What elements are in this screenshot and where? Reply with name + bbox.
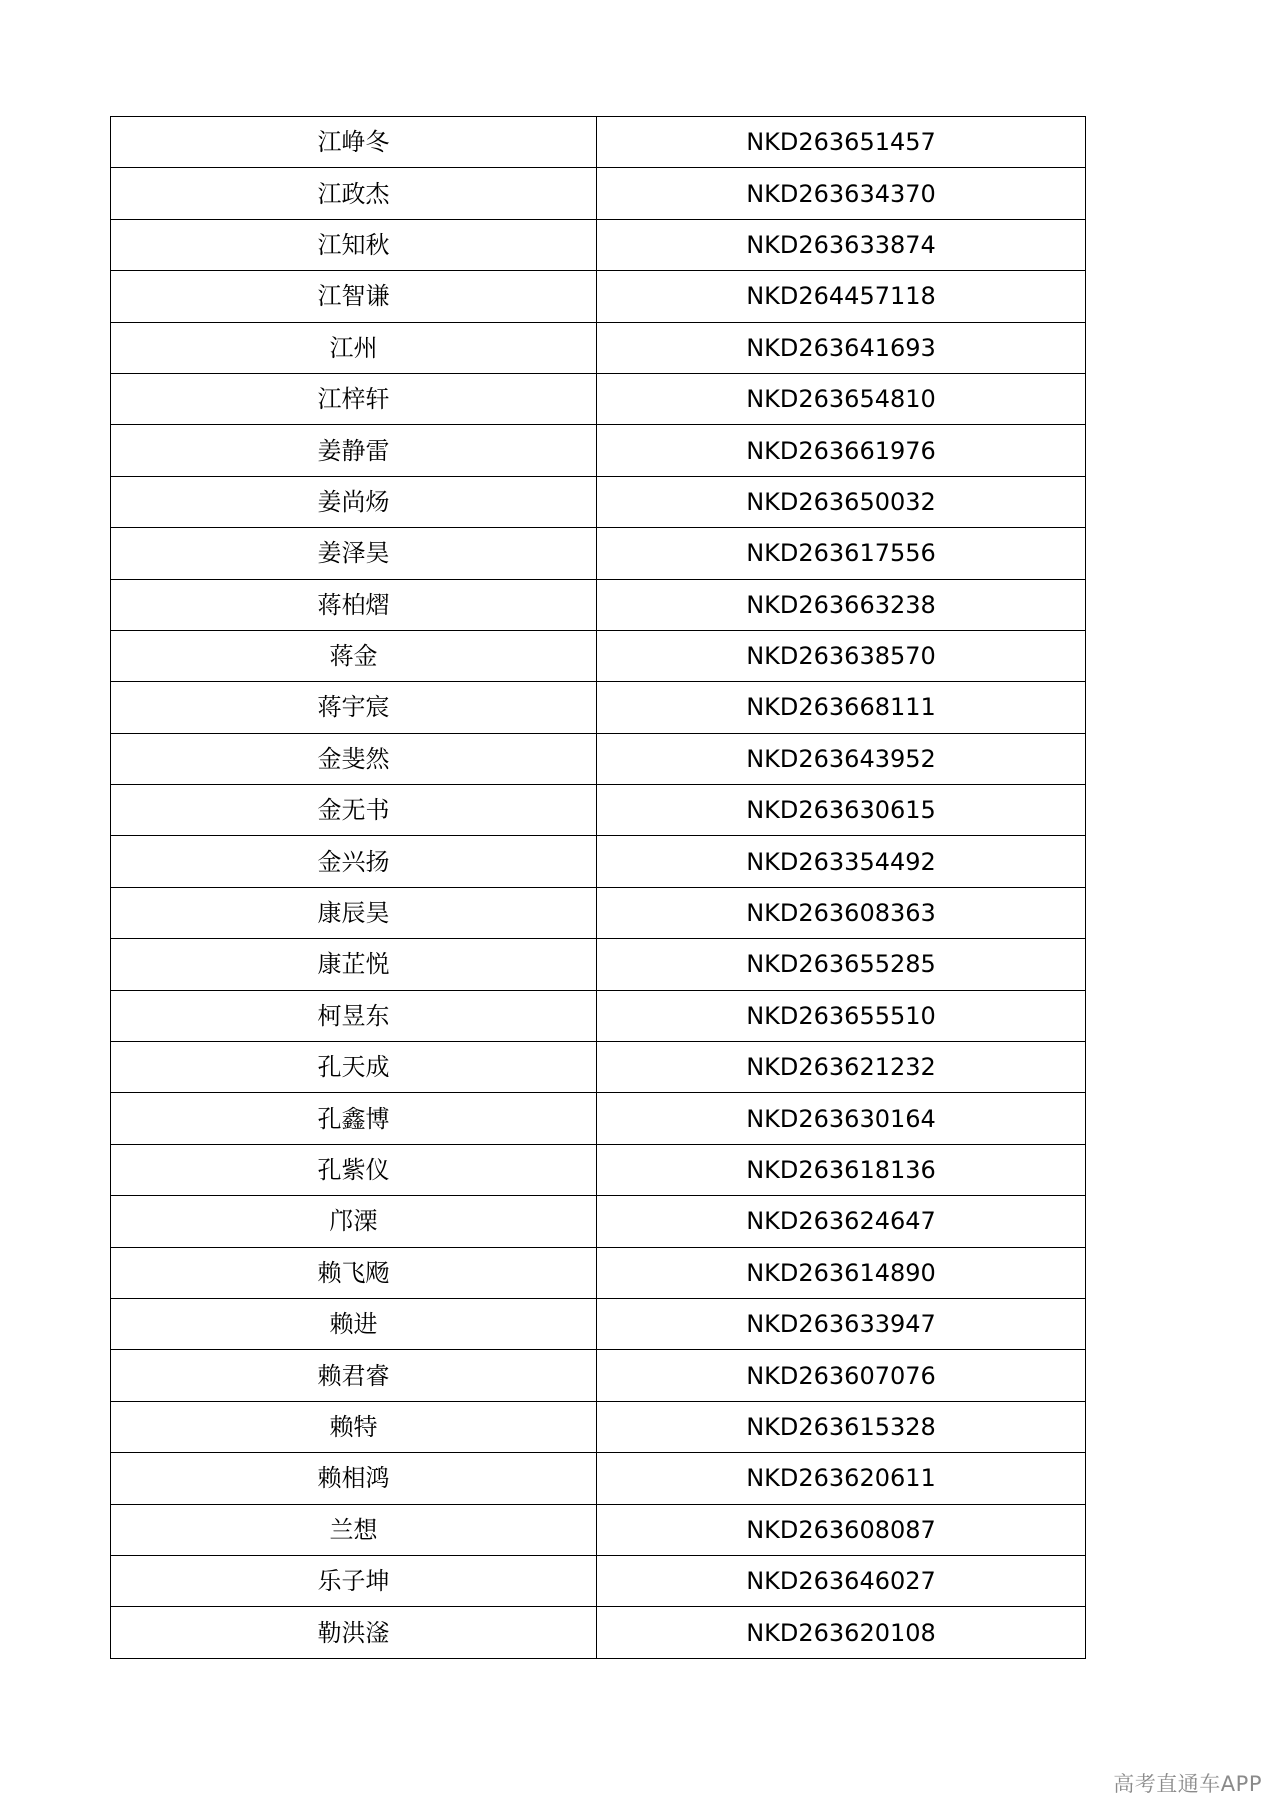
table-row bbox=[111, 168, 1086, 219]
registration-number-cell: NKD263630615 bbox=[597, 785, 1086, 836]
student-name-cell: 孔鑫博 bbox=[111, 1093, 597, 1144]
student-name-cell: 姜泽昊 bbox=[111, 528, 597, 579]
student-name-cell: 孔紫仪 bbox=[111, 1144, 597, 1195]
registration-number-cell: NKD263668111 bbox=[597, 682, 1086, 733]
table-row bbox=[111, 528, 1086, 579]
student-name-cell: 康辰昊 bbox=[111, 887, 597, 938]
registration-number-cell: NKD263633874 bbox=[597, 219, 1086, 270]
registration-number-cell: NKD263655510 bbox=[597, 990, 1086, 1041]
registration-number-cell: NKD263643952 bbox=[597, 733, 1086, 784]
student-name-cell: 江政杰 bbox=[111, 168, 597, 219]
table-row bbox=[111, 1298, 1086, 1349]
student-name-cell: 勒洪滏 bbox=[111, 1607, 597, 1658]
table-row bbox=[111, 1042, 1086, 1093]
registration-number-cell: NKD263655285 bbox=[597, 939, 1086, 990]
student-name-cell: 江梓轩 bbox=[111, 373, 597, 424]
table-row bbox=[111, 425, 1086, 476]
table-row bbox=[111, 1196, 1086, 1247]
student-name-cell: 赖君睿 bbox=[111, 1350, 597, 1401]
registration-number-cell: NKD263617556 bbox=[597, 528, 1086, 579]
registration-number-cell: NKD263621232 bbox=[597, 1042, 1086, 1093]
student-name-cell: 江知秋 bbox=[111, 219, 597, 270]
table-row bbox=[111, 476, 1086, 527]
table-row bbox=[111, 1453, 1086, 1504]
table-row bbox=[111, 939, 1086, 990]
table-row bbox=[111, 836, 1086, 887]
table-row bbox=[111, 1401, 1086, 1452]
table-row bbox=[111, 630, 1086, 681]
roster-table bbox=[110, 116, 1086, 1659]
table-row bbox=[111, 733, 1086, 784]
table-row bbox=[111, 990, 1086, 1041]
student-name-cell: 兰想 bbox=[111, 1504, 597, 1555]
watermark-text: 高考直通车APP bbox=[1113, 1772, 1262, 1796]
registration-number-cell: NKD263650032 bbox=[597, 476, 1086, 527]
student-name-cell: 金兴扬 bbox=[111, 836, 597, 887]
student-name-cell: 江峥冬 bbox=[111, 117, 597, 168]
student-name-cell: 江州 bbox=[111, 322, 597, 373]
student-name-cell: 赖相鸿 bbox=[111, 1453, 597, 1504]
student-name-cell: 江智谦 bbox=[111, 271, 597, 322]
student-name-cell: 金无书 bbox=[111, 785, 597, 836]
registration-number-cell: NKD263614890 bbox=[597, 1247, 1086, 1298]
registration-number-cell: NKD263633947 bbox=[597, 1298, 1086, 1349]
registration-number-cell: NKD263634370 bbox=[597, 168, 1086, 219]
student-name-cell: 蒋柏熠 bbox=[111, 579, 597, 630]
table-row bbox=[111, 373, 1086, 424]
registration-number-cell: NKD263620108 bbox=[597, 1607, 1086, 1658]
student-name-cell: 乐子坤 bbox=[111, 1555, 597, 1606]
table-row bbox=[111, 1504, 1086, 1555]
student-name-cell: 康芷悦 bbox=[111, 939, 597, 990]
table-row bbox=[111, 1144, 1086, 1195]
student-name-cell: 金斐然 bbox=[111, 733, 597, 784]
registration-number-cell: NKD263620611 bbox=[597, 1453, 1086, 1504]
student-name-cell: 赖特 bbox=[111, 1401, 597, 1452]
table-row bbox=[111, 579, 1086, 630]
table-row bbox=[111, 682, 1086, 733]
table-row bbox=[111, 1247, 1086, 1298]
table-row bbox=[111, 1350, 1086, 1401]
registration-number-cell: NKD263354492 bbox=[597, 836, 1086, 887]
student-name-cell: 蒋金 bbox=[111, 630, 597, 681]
student-name-cell: 柯昱东 bbox=[111, 990, 597, 1041]
registration-number-cell: NKD264457118 bbox=[597, 271, 1086, 322]
table-row bbox=[111, 1093, 1086, 1144]
student-name-cell: 姜静雷 bbox=[111, 425, 597, 476]
table-row bbox=[111, 219, 1086, 270]
registration-number-cell: NKD263630164 bbox=[597, 1093, 1086, 1144]
registration-number-cell: NKD263663238 bbox=[597, 579, 1086, 630]
table-row bbox=[111, 322, 1086, 373]
registration-number-cell: NKD263624647 bbox=[597, 1196, 1086, 1247]
registration-number-cell: NKD263654810 bbox=[597, 373, 1086, 424]
student-name-cell: 赖进 bbox=[111, 1298, 597, 1349]
table-row bbox=[111, 117, 1086, 168]
table-row bbox=[111, 887, 1086, 938]
registration-number-cell: NKD263615328 bbox=[597, 1401, 1086, 1452]
registration-number-cell: NKD263661976 bbox=[597, 425, 1086, 476]
student-name-cell: 邝溧 bbox=[111, 1196, 597, 1247]
registration-number-cell: NKD263638570 bbox=[597, 630, 1086, 681]
table-row bbox=[111, 1555, 1086, 1606]
registration-number-cell: NKD263618136 bbox=[597, 1144, 1086, 1195]
registration-number-cell: NKD263646027 bbox=[597, 1555, 1086, 1606]
table-row bbox=[111, 1607, 1086, 1658]
student-name-cell: 蒋宇宸 bbox=[111, 682, 597, 733]
registration-number-cell: NKD263651457 bbox=[597, 117, 1086, 168]
student-name-cell: 姜尚炀 bbox=[111, 476, 597, 527]
registration-number-cell: NKD263608087 bbox=[597, 1504, 1086, 1555]
registration-number-cell: NKD263608363 bbox=[597, 887, 1086, 938]
roster-body bbox=[111, 117, 1086, 1659]
student-name-cell: 赖飞飏 bbox=[111, 1247, 597, 1298]
registration-number-cell: NKD263641693 bbox=[597, 322, 1086, 373]
student-name-cell: 孔天成 bbox=[111, 1042, 597, 1093]
table-row bbox=[111, 785, 1086, 836]
table-row bbox=[111, 271, 1086, 322]
registration-number-cell: NKD263607076 bbox=[597, 1350, 1086, 1401]
